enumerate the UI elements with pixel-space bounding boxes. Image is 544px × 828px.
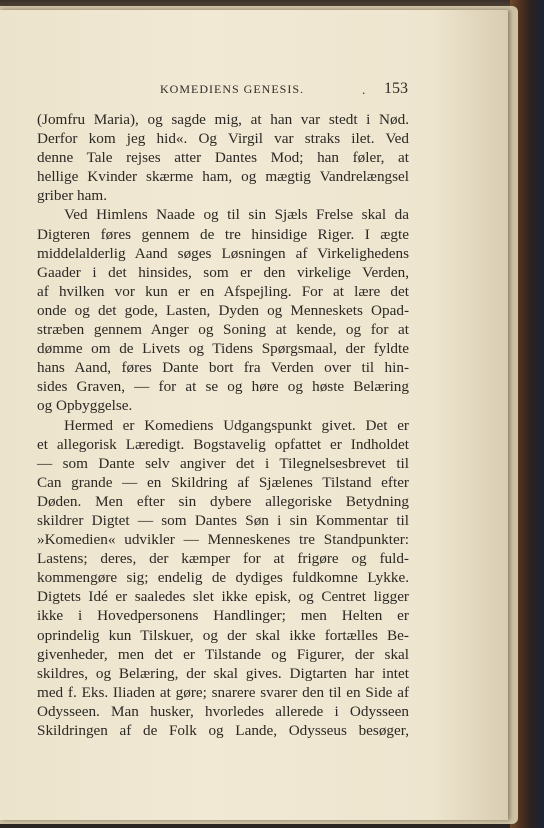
body-text [37, 110, 409, 740]
text-line: og Opbyggelse. [37, 397, 133, 415]
text-line: Skildringen af de Folk og Lande, Odysseus besøger, [37, 722, 409, 739]
text-line: med f. Eks. Iliaden at gøre; snarere svarer den til en Side af [37, 683, 409, 701]
text-line: ikke i Hovedpersonens Handlinger; men Helten er [37, 607, 409, 625]
text-line: Digteren føres gennem de tre hinsidige Riger. I ægte [37, 225, 409, 243]
text-line: Odysseen. Man husker, hvorledes allerede i Odysseen [37, 702, 409, 720]
text-line: middelalderlig Aand søges Løsningen af Virkelighedens [37, 244, 409, 262]
text-line: hellige Kvinder skærme ham, og mægtig Vandrelængsel [37, 168, 409, 186]
text-line: Lastens; deres, der kæmper for at frigøre og fuld- [37, 550, 409, 568]
text-line: givenheder, men det er Tilstande og Figurer, der skal [37, 645, 409, 663]
text-line: stræben gennem Anger og Soning at kende, og for at [37, 321, 409, 339]
text-line: skildrer Digtet — som Dantes Søn i sin Kommentar til [37, 511, 409, 529]
text-line: Døden. Men efter sin dybere allegoriske Betydning [37, 492, 409, 510]
text-line: — som Dante selv angiver det i Tilegnelsesbrevet til [37, 454, 409, 472]
text-line: Gaader i det hinsides, som er den virkelige Verden, [37, 263, 409, 281]
header-dot: . [362, 82, 366, 97]
page-number: 153 [384, 80, 408, 97]
text-line: »Komedien« udvikler — Menneskenes tre Standpunkter: [37, 531, 409, 549]
text-line: denne Tale rejses atter Dantes Mod; han føler, at [37, 149, 409, 167]
text-line: sides Graven, — for at se og høre og høste Belæring [37, 378, 409, 396]
running-head: KOMEDIENS GENESIS. [160, 82, 304, 96]
text-line: (Jomfru Maria), og sagde mig, at han var stedt i Nød. [37, 111, 409, 128]
text-line: af hvilken vor kun er en Afspejling. For at lære det [37, 282, 409, 300]
page-header [34, 80, 406, 100]
text-line: hans Aand, føres Dante bort fra Verden over til hin- [37, 359, 409, 377]
text-line: et allegorisk Læredigt. Bogstavelig opfattet er Indholdet [37, 435, 409, 453]
text-line: Digtets Idé er saaledes slet ikke episk, og Centret ligger [37, 588, 409, 606]
text-line: kommengøre sig; endelig de dydiges fuldkomne Lykke. [37, 569, 409, 587]
text-line: onde og det gode, Lasten, Dyden og Menneskets Opad- [37, 301, 409, 319]
text-line: Ved Himlens Naade og til sin Sjæls Frelse skal da [64, 206, 409, 224]
text-line: Derfor kom jeg hid«. Og Virgil var straks ilet. Ved [37, 130, 409, 148]
text-line: Hermed er Komediens Udgangspunkt givet. Det er [64, 416, 409, 434]
text-line: dømme om de Livets og Tidens Spørgsmaal, der fyldte [37, 340, 409, 358]
text-line: Can grande — en Skildring af Sjælenes Tilstand efter [37, 473, 409, 491]
text-line: griber ham. [37, 187, 108, 205]
text-line: skildres, og Belæring, der skal gives. Digtarten har intet [37, 664, 409, 682]
text-line: oprindelig kun Tilskuer, og der skal ikke fortælles Be- [37, 626, 409, 644]
book-page [0, 10, 508, 820]
